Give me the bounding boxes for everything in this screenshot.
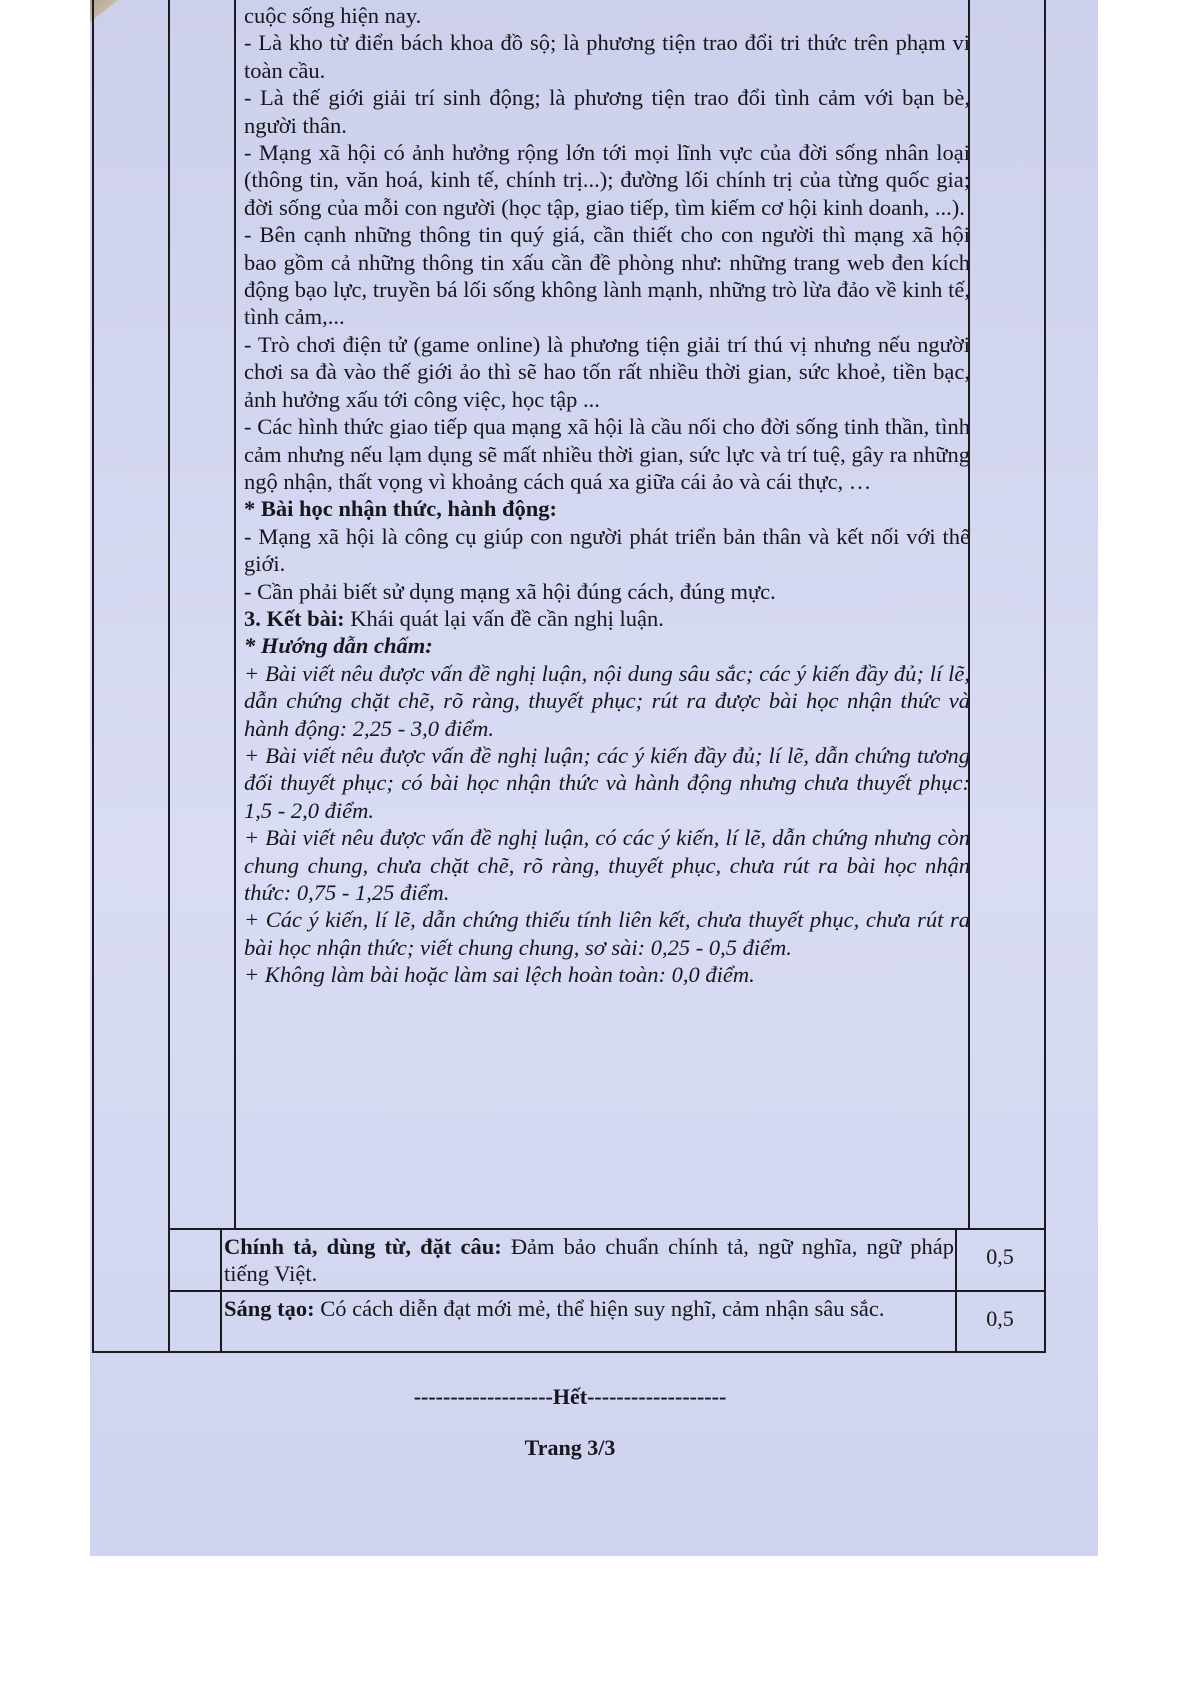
lesson-item: - Cần phải biết sử dụng mạng xã hội đúng cách, đúng mực. [244,578,776,604]
grading-item: + Bài viết nêu được vấn đề nghị luận; các ý kiến đầy đủ; lí lẽ, dẫn chứng tương đối thuyết phục; có bài học nhận thức và hành động nhưng chưa thuyết phục: 1,5 - 2,0 điểm. [244,742,970,823]
end-marker: -------------------Hết------------------- [413,1384,727,1409]
conclusion-text: Khái quát lại vấn đề cần nghị luận. [350,605,664,631]
body-paragraph: - Là kho từ điển bách khoa đồ sộ; là phương tiện trao đổi tri thức trên phạm vi toàn cầu. [244,30,970,83]
body-paragraph: - Các hình thức giao tiếp qua mạng xã hội là cầu nối cho đời sống tinh thần, tình cảm nhưng nếu lạm dụng sẽ mất nhiều thời gian, sức lực và trí tuệ, gây ra những ngộ nhận, thất vọng vì khoảng cách quá xa giữa cái ảo và cái thực, … [244,414,970,494]
grading-item: + Bài viết nêu được vấn đề nghị luận, có các ý kiến, lí lẽ, dẫn chứng nhưng còn chung chung, chưa chặt chẽ, rõ ràng, thuyết phục, chưa rút ra bài học nhận thức: 0,75 - 1,25 điểm. [244,825,970,905]
conclusion-label: 3. Kết bài: [244,605,345,631]
criterion-score: 0,5 [986,1306,1014,1331]
grading-heading: * Hướng dẫn chấm: [244,633,433,659]
page-number: Trang 3/3 [524,1435,616,1460]
table-col-divider-1 [168,0,170,1353]
body-paragraph: - Là thế giới giải trí sinh động; là phương tiện trao đổi tình cảm với bạn bè, người thân. [244,85,970,138]
body-paragraph: - Mạng xã hội có ảnh hưởng rộng lớn tới mọi lĩnh vực của đời sống nhân loại (thông tin, văn hoá, kinh tế, chính trị...); đường lối chính trị của từng quốc gia; đời sống của mỗi con người (học tập, giao tiếp, tìm kiếm cơ hội kinh doanh, ...). [244,140,970,220]
table-row-line-1 [168,1228,1046,1230]
answer-content [244,2,970,989]
table-col-divider-2 [234,0,236,1230]
body-paragraph: - Trò chơi điện tử (game online) là phương tiện giải trí thú vị nhưng nếu người chơi sa đà vào thế giới ảo thì sẽ hao tốn rất nhiều thời gian, sức khoẻ, tiền bạc, ảnh hưởng xấu tới công việc, học tập ... [244,331,970,412]
criterion-text: Đảm bảo chuẩn chính tả, ngữ nghĩa, ngữ pháp tiếng Việt. [224,1234,954,1286]
grading-item: + Bài viết nêu được vấn đề nghị luận, nội dung sâu sắc; các ý kiến đầy đủ; lí lẽ, dẫn chứng chặt chẽ, rõ ràng, thuyết phục; rút ra được bài học nhận thức và hành động: 2,25 - 3,0 điểm. [244,660,970,741]
table-border-right [1044,0,1046,1353]
grading-item: + Các ý kiến, lí lẽ, dẫn chứng thiếu tính liên kết, chưa thuyết phục, chưa rút ra bài học nhận thức; viết chung chung, sơ sài: 0,25 - 0,5 điểm. [244,907,970,960]
table-row-line-2 [168,1290,1046,1292]
body-paragraph: cuộc sống hiện nay. [244,3,422,28]
table-row-line-3 [92,1351,1046,1353]
conclusion [244,605,970,632]
criterion-label: Chính tả, dùng từ, đặt câu: [224,1234,502,1259]
criterion-text: Có cách diễn đạt mới mẻ, thể hiện suy nghĩ, cảm nhận sâu sắc. [320,1296,885,1321]
criterion-spelling [224,1233,954,1287]
criterion-creativity [224,1295,954,1322]
table-border-left [92,0,94,1353]
grading-item: + Không làm bài hoặc làm sai lệch hoàn toàn: 0,0 điểm. [244,962,755,988]
criterion-label: Sáng tạo: [224,1296,315,1321]
lesson-item: - Mạng xã hội là công cụ giúp con người phát triển bản thân và kết nối với thế giới. [244,523,970,577]
body-paragraph: - Bên cạnh những thông tin quý giá, cần thiết cho con người thì mạng xã hội bao gồm cả những thông tin xấu cần đề phòng như: những trang web đen kích động bạo lực, truyền bá lối sống không lành mạnh, những trò lừa đảo về kinh tế, tình cảm,... [244,222,970,330]
lesson-heading: * Bài học nhận thức, hành động: [244,496,557,522]
criterion-score: 0,5 [986,1244,1014,1269]
